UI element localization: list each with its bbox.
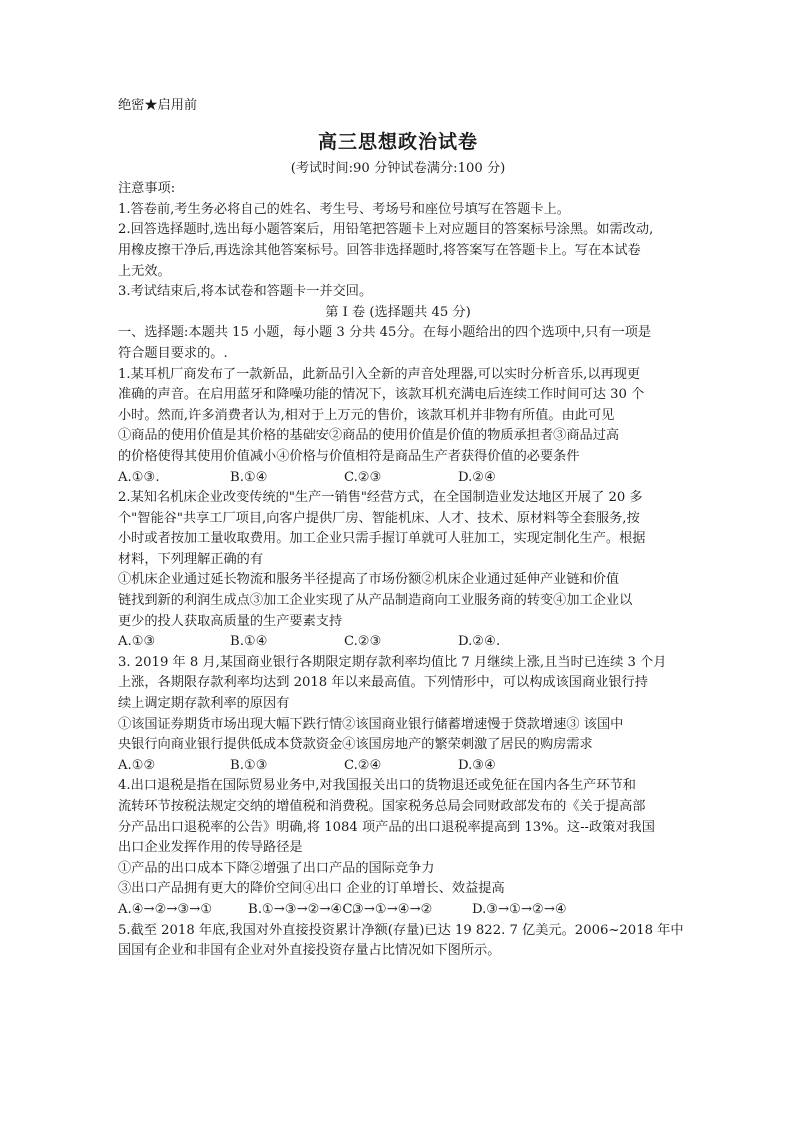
question-stem: 3. 2019 年 8 月,某国商业银行各期限定期存款利率均值比 7 月继续上涨,且当时已连续 3 个月 [118, 654, 667, 670]
notice-heading: 注意事项: [118, 181, 176, 197]
question-stem: 续上调定期存款利率的原因有 [118, 696, 290, 712]
question-items: 央银行向商业银行提供低成本贷款资金④该国房地产的繁荣刺激了居民的购房需求 [118, 737, 593, 753]
option-c: ③→①→④→② [352, 901, 433, 917]
question-3 [118, 653, 678, 777]
option-c: C.②③ [344, 469, 382, 485]
question-stem: 小时。然而,许多消费者认为,相对于上万元的售价，该款耳机并非物有所值。由此可见 [118, 407, 615, 423]
option-a: A.①③ [118, 634, 156, 650]
secret-label: 绝密★启用前 [118, 98, 198, 113]
option-c: C.②④ [344, 757, 382, 773]
question-options [118, 756, 678, 777]
question-options [118, 632, 678, 653]
notice-line: 1.答卷前,考生务必将自己的姓名、考生号、考场号和座位号填写在答题卡上。 [118, 201, 570, 217]
question-items: 更少的投人获取高质量的生产要素支持 [118, 613, 343, 629]
question-stem: 个"智能谷"共享工厂项目,向客户提供厂房、智能机床、人才、技术、原材料等全套服务,按 [118, 510, 640, 526]
question-stem: 上涨，各期限存款利率均达到 2018 年以来最高值。下列情形中，可以构成该国商业银行持 [118, 675, 648, 691]
section-intro: 一、选择题:本题共 15 小题，每小题 3 分共 45分。在每小题给出的四个选项中,只有一项是 [118, 325, 652, 341]
notice-line: 3.考试结束后,将本试卷和答题卡一并交回。 [118, 284, 373, 300]
exam-title: 高三思想政治试卷 [317, 130, 478, 153]
option-d: D.②④. [458, 634, 501, 650]
question-stem: 准确的声音。在启用蓝牙和降噪功能的情况下，该款耳机充满电后连续工作时间可达 30 个 [118, 387, 645, 403]
question-stem: 2.某知名机床企业改变传统的"生产一销售"经营方式，在全国制造业发达地区开展了 20 多 [118, 490, 643, 506]
section-title: 第 I 卷 (选择题共 45 分) [325, 304, 471, 320]
question-5 [118, 921, 684, 962]
exam-subtitle: (考试时间:90 分钟试卷满分:100 分) [290, 160, 506, 176]
notice-block [118, 179, 678, 303]
notice-line: 用橡皮擦干净后,再选涂其他答案标号。回答非选择题时,将答案写在答题卡上。写在本试卷 [118, 242, 641, 258]
question-4 [118, 776, 678, 920]
question-items: 链找到新的利润生成点③加工企业实现了从产品制造商向工业服务商的转变④加工企业以 [118, 593, 633, 609]
option-b: B.①③ [230, 757, 268, 773]
question-options [118, 900, 678, 921]
option-a: A.①③. [118, 469, 160, 485]
notice-line: 上无效。 [118, 263, 171, 279]
option-d: D.③→①→②→④ [472, 901, 567, 917]
question-items: ①商品的使用价值是其价格的基础安②商品的使用价值是价值的物质承担者③商品过高 [118, 428, 620, 444]
question-items: 的价格使得其使用价值减小④价格与价值相符是商品生产者获得价值的必要条件 [118, 448, 580, 464]
question-stem: 出口企业发挥作用的传导路径是 [118, 840, 303, 856]
option-b: B.①④ [230, 634, 268, 650]
question-stem: 分产品出口退税率的公告》明确,将 1084 项产品的出口退税率提高到 13%。这--政策对我国 [118, 819, 655, 835]
exam-page [118, 96, 684, 962]
section-intro: 符合题目要求的。. [118, 345, 228, 361]
question-options [118, 468, 678, 489]
question-stem: 5.截至 2018 年底,我国对外直接投资累计净额(存量)已达 19 822. 7 亿美元。2006~2018 年中 [118, 922, 684, 938]
question-2 [118, 488, 678, 653]
option-a: A.④→②→③→① [118, 901, 213, 917]
question-items: ①产品的出口成本下降②增强了出口产品的国际竞争力 [118, 860, 435, 876]
question-items: ①机床企业通过延长物流和服务半径提高了市场份额②机床企业通过延伸产业链和价值 [118, 572, 620, 588]
option-c: C.②③ [344, 634, 382, 650]
question-items: ③出口产品拥有更大的降价空间④出口 企业的订单增长、效益提高 [118, 881, 505, 897]
question-items: ①该国证券期货市场出现大幅下跌行情②该国商业银行储蓄增速慢于贷款增速③ 该国中 [118, 716, 624, 732]
question-stem: 流转环节按税法规定交纳的增值税和消费税。国家税务总局会同财政部发布的《关于提高部 [118, 799, 646, 814]
option-d: D.③④ [458, 757, 496, 773]
option-d: D.②④ [458, 469, 496, 485]
question-stem: 国国有企业和非国有企业对外直接投资存量占比情况如下图所示。 [118, 943, 501, 959]
question-stem: 4.出口退税是指在国际贸易业务中,对我国报关出口的货物退还或免征在国内各生产环节和 [118, 778, 636, 794]
question-stem: 1.某耳机厂商发布了一款新品，此新品引入全新的声音处理器,可以实时分析音乐,以再现更 [118, 366, 641, 382]
option-b: B.①④ [230, 469, 268, 485]
option-b: B.①→③→②→④C. [248, 901, 357, 917]
question-stem: 材料，下列理解正确的有 [118, 551, 264, 567]
notice-line: 2.回答选择题时,选出每小题答案后，用铅笔把答题卡上对应题目的答案标号涂黑。如需改动, [118, 222, 654, 238]
option-a: A.①② [118, 757, 156, 773]
question-1 [118, 365, 678, 489]
question-stem: 小时或者按加工量收取费用。加工企业只需手握订单就可人驻加工，实现定制化生产。根据 [118, 531, 646, 547]
